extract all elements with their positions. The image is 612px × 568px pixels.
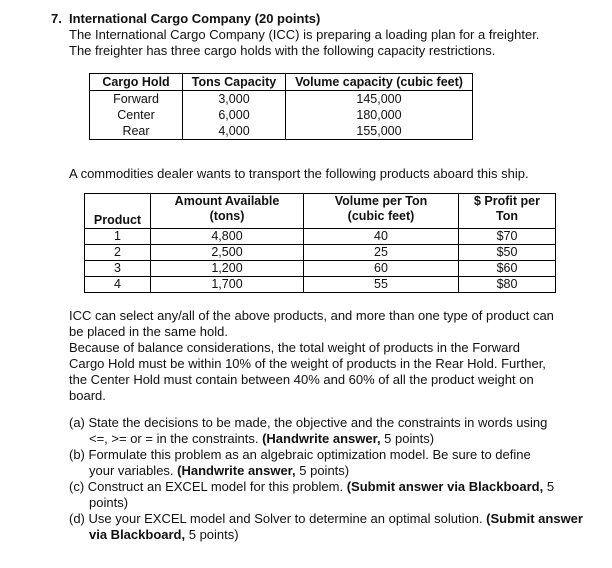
part-c-line-2: points) xyxy=(89,494,129,510)
column-header xyxy=(151,194,304,229)
table-cell: 4,800 xyxy=(151,229,304,245)
part-text: 5 points) xyxy=(185,526,239,542)
table-row xyxy=(85,277,556,293)
table-cell: Center xyxy=(90,107,183,123)
part-c-line-1 xyxy=(69,479,554,495)
column-header: Volume capacity (cubic feet) xyxy=(286,74,473,91)
table-cell: $80 xyxy=(459,277,556,293)
body-line: Cargo Hold must be within 10% of the weight of products in the Rear Hold. Further, xyxy=(69,356,546,371)
table-row xyxy=(90,107,473,123)
part-b xyxy=(69,447,531,478)
body-line: Because of balance considerations, the total weight of products in the Forward xyxy=(69,340,520,355)
table-cell: 145,000 xyxy=(286,91,473,108)
column-header xyxy=(85,194,151,229)
part-bold-text: (Handwrite answer, xyxy=(262,430,381,446)
table-cell: 1,200 xyxy=(151,261,304,277)
part-bold-text: (Submit answer via Blackboard, xyxy=(346,479,544,494)
part-d-line-1 xyxy=(69,511,583,527)
part-a xyxy=(69,415,547,446)
header-text: (cubic feet) xyxy=(347,209,415,223)
part-text: (c) Construct an EXCEL model for this problem. xyxy=(69,479,347,494)
table-cell: 40 xyxy=(304,229,459,245)
part-c xyxy=(69,479,554,510)
part-bold-text: via Blackboard, xyxy=(89,526,186,542)
column-header: Cargo Hold xyxy=(90,74,183,91)
part-d xyxy=(69,511,583,542)
part-b-line-1: (b) Formulate this problem as an algebraic optimization model. Be sure to define xyxy=(69,447,531,462)
column-header: Tons Capacity xyxy=(183,74,286,91)
table-cell: 1 xyxy=(85,229,151,245)
question-number: 7. xyxy=(51,11,62,26)
products-table xyxy=(84,193,556,293)
header-text: (tons) xyxy=(209,209,245,223)
body-line: the Center Hold must contain between 40% and 60% of all the product weight on xyxy=(69,372,534,387)
part-text: your variables. xyxy=(89,462,178,478)
table-header-row xyxy=(85,194,556,229)
table-header-row xyxy=(90,74,473,91)
header-text: Amount Available xyxy=(174,194,280,208)
column-header xyxy=(304,194,459,229)
table-cell: Rear xyxy=(90,123,183,140)
table-cell: 1,700 xyxy=(151,277,304,293)
column-header xyxy=(459,194,556,229)
table-cell: 180,000 xyxy=(286,107,473,123)
table-row xyxy=(85,245,556,261)
table-cell: 60 xyxy=(304,261,459,277)
table-cell: 2 xyxy=(85,245,151,261)
table-row xyxy=(90,123,473,140)
intro-line-2: The freighter has three cargo holds with the following capacity restrictions. xyxy=(69,43,496,58)
header-text: Ton xyxy=(496,209,518,223)
question-title: International Cargo Company (20 points) xyxy=(69,11,321,26)
table-cell: 55 xyxy=(304,277,459,293)
table-cell: $50 xyxy=(459,245,556,261)
part-text: <=, >= or = in the constraints. xyxy=(89,430,263,446)
table-cell: 25 xyxy=(304,245,459,261)
table-cell: 3 xyxy=(85,261,151,277)
table-cell: 6,000 xyxy=(183,107,286,123)
header-text: Volume per Ton xyxy=(334,194,428,208)
header-text: $ Profit per xyxy=(474,194,540,208)
intro-line-1: The International Cargo Company (ICC) is preparing a loading plan for a freighter. xyxy=(69,27,540,42)
header-text: Product xyxy=(93,213,142,227)
part-bold-text: (Submit answer xyxy=(486,511,583,526)
table-cell: 3,000 xyxy=(183,91,286,108)
body-line: board. xyxy=(69,388,106,403)
part-d-line-2 xyxy=(69,527,583,543)
part-a-line-2 xyxy=(69,431,547,447)
table-row xyxy=(85,229,556,245)
part-text: 5 points) xyxy=(380,430,435,446)
table-cell: $70 xyxy=(459,229,556,245)
body-line: be placed in the same hold. xyxy=(69,324,228,339)
table-cell: $60 xyxy=(459,261,556,277)
table-row xyxy=(85,261,556,277)
part-text: (d) Use your EXCEL model and Solver to determine an optimal solution. xyxy=(69,511,487,526)
part-text: 5 points) xyxy=(295,462,350,478)
part-text: 5 xyxy=(543,479,555,494)
table-row xyxy=(90,91,473,108)
table-cell: 155,000 xyxy=(286,123,473,140)
body-line: ICC can select any/all of the above products, and more than one type of product can xyxy=(69,308,554,323)
part-a-line-1: (a) State the decisions to be made, the objective and the constraints in words using xyxy=(69,415,548,430)
part-b-line-2 xyxy=(69,463,531,479)
part-bold-text: (Handwrite answer, xyxy=(177,462,296,478)
dealer-text: A commodities dealer wants to transport the following products aboard this ship. xyxy=(69,166,529,181)
table-cell: 2,500 xyxy=(151,245,304,261)
table-cell: 4 xyxy=(85,277,151,293)
table-cell: 4,000 xyxy=(183,123,286,140)
cargo-holds-table xyxy=(89,73,473,140)
table-cell: Forward xyxy=(90,91,183,108)
